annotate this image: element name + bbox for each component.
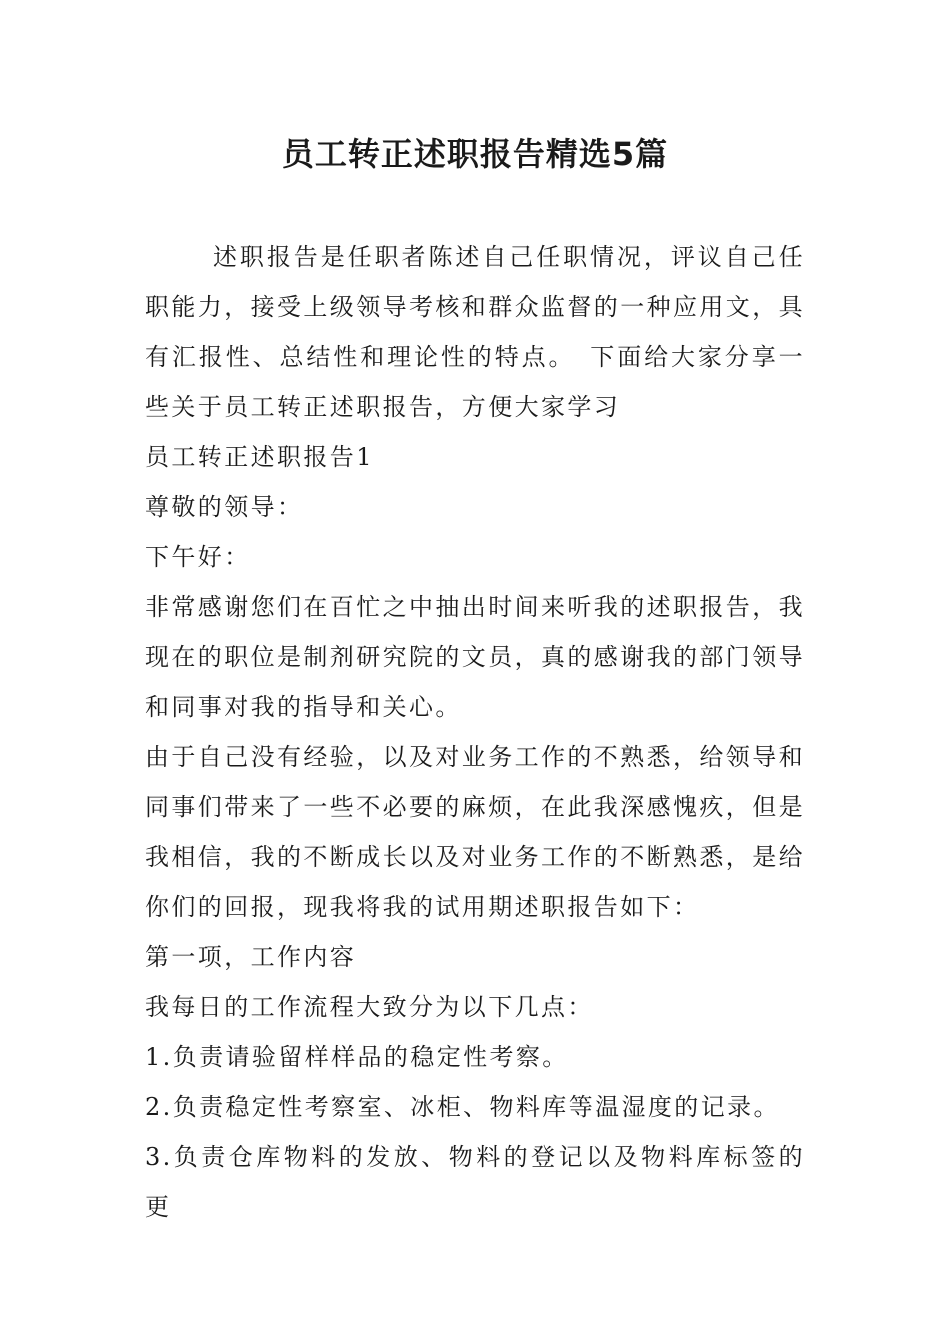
greeting: 下午好： xyxy=(145,543,251,571)
body-paragraph: 我每日的工作流程大致分为以下几点： xyxy=(145,993,594,1021)
document-body xyxy=(145,232,805,1232)
body-paragraph: 非常感谢您们在百忙之中抽出时间来听我的述职报告，我现在的职位是制剂研究院的文员，真的感谢我的部门领导和同事对我的指导和关心。 xyxy=(145,593,805,721)
body-paragraph: 由于自己没有经验，以及对业务工作的不熟悉，给领导和同事们带来了一些不必要的麻烦，在此我深感愧疚，但是我相信，我的不断成长以及对业务工作的不断熟悉，是给你们的回报，现我将我的试用期述职报告如下： xyxy=(145,743,805,921)
list-item: 2.负责稳定性考察室、冰柜、物料库等温湿度的记录。 xyxy=(145,1093,780,1121)
list-item: 1.负责请验留样样品的稳定性考察。 xyxy=(145,1043,569,1071)
subsection-heading: 第一项，工作内容 xyxy=(145,943,357,971)
salutation: 尊敬的领导： xyxy=(145,493,304,521)
list-item: 3.负责仓库物料的发放、物料的登记以及物料库标签的更 xyxy=(145,1143,805,1221)
intro-paragraph: 述职报告是任职者陈述自己任职情况，评议自己任职能力，接受上级领导考核和群众监督的一种应用文，具有汇报性、总结性和理论性的特点。 下面给大家分享一些关于员工转正述职报告，方便大家学习 xyxy=(145,243,805,421)
section-heading: 员工转正述职报告1 xyxy=(145,443,374,471)
document-title: 员工转正述职报告精选5篇 xyxy=(281,135,669,173)
